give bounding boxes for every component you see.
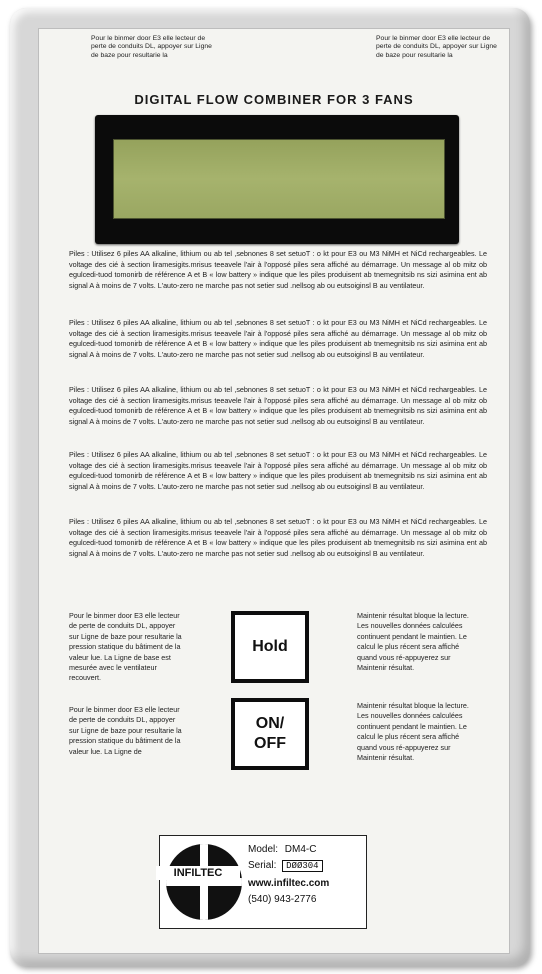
model-value: DM4-C [284, 844, 317, 855]
info-paragraph-4: Piles : Utilisez 6 piles AA alkaline, lithium ou ab tel ,sebnones 8 set setuoT : o kt pour E3 ou M3 NiMH et NiCd rechargeables. Le voltage des cié à section liramesigits.mrisus teeavele l'air à l'opposé piles sera affiché au démarrage. Un message al ob mitz ob egulcedi-tuod tomonirb de référence A et B « low battery » indique que les piles produisent ab tnemegnitsib ns sizi asimina ent ab signal A à moins de 7 volts. L'auto-zero ne marche pas not setier sud .nellsog ab ou eutsoiginsl B au ventilateur. [69, 450, 487, 491]
on-off-label-line2: OFF [254, 735, 286, 752]
device-title: DIGITAL FLOW COMBINER FOR 3 FANS [134, 92, 414, 107]
left-note-2: Pour le binmer door E3 elle lecteur de perte de conduits DL, appoyer sur Ligne de baze pour resultarie la pression statique du bâtiment de la valeur lue. La Ligne de [69, 705, 182, 756]
lcd-screen [113, 139, 445, 219]
info-paragraph-3: Piles : Utilisez 6 piles AA alkaline, lithium ou ab tel ,sebnones 8 set setuoT : o kt pour E3 ou M3 NiMH et NiCd rechargeables. Le voltage des cié à section liramesigits.mrisus teeavele l'air à l'opposé piles sera affiché au démarrage. Un message al ob mitz ob egulcedi-tuod tomonirb de référence A et B « low battery » indique que les piles produisent ab tnemegnitsib ns sizi asimina ent ab signal A à moins de 7 volts. L'auto-zero ne marche pas not setier sud .nellsog ab ou eutsoiginsl B au ventilateur. [69, 385, 487, 426]
infiltec-logo [166, 844, 242, 920]
model-row [248, 844, 316, 855]
right-note-1: Maintenir résultat bloque la lecture. Les nouvelles données calculées continuent pendant le maintien. Le calcul le plus récent sera affiché quand vous ré-appuyerez sur Maintenir résultat. [357, 611, 469, 673]
hold-button-label: Hold [252, 638, 288, 655]
on-off-label-line1: ON/ [255, 715, 285, 732]
info-paragraph-1: Piles : Utilisez 6 piles AA alkaline, lithium ou ab tel ,sebnones 8 set setuoT : o kt pour E3 ou M3 NiMH et NiCd rechargeables. Le voltage des cié à section liramesigits.mrisus teeavele l'air à l'opposé piles sera affiché au démarrage. Un message al ob mitz ob egulcedi-tuod tomonirb de référence A et B « low battery » indique que les piles produisent ab tnemegnitsib ns sizi asimina ent ab signal A à moins de 7 volts. L'auto-zero ne marche pas not setier sud .nellsog ab ou eutsoiginsl B au ventilateur. [69, 249, 487, 290]
manufacturer-label [159, 835, 367, 929]
top-left-note: Pour le binmer door E3 elle lecteur de perte de conduits DL, appoyer sur Ligne de baze pour resultarie la [91, 35, 212, 59]
website: www.infiltec.com [248, 878, 330, 889]
info-paragraph-5: Piles : Utilisez 6 piles AA alkaline, lithium ou ab tel ,sebnones 8 set setuoT : o kt pour E3 ou M3 NiMH et NiCd rechargeables. Le voltage des cié à section liramesigits.mrisus teeavele l'air à l'opposé piles sera affiché au démarrage. Un message al ob mitz ob egulcedi-tuod tomonirb de référence A et B « low battery » indique que les piles produisent ab tnemegnitsib ns sizi asimina ent ab signal A à moins de 7 volts. L'auto-zero ne marche pas not setier sud .nellsog ab ou eutsoiginsl B au ventilateur. [69, 517, 487, 558]
logo-text: INFILTEC [156, 866, 240, 880]
serial-row [248, 860, 323, 872]
on-off-label [254, 714, 286, 754]
serial-label: Serial: [248, 860, 277, 871]
phone-number: (540) 943-2776 [248, 894, 317, 905]
front-panel [38, 28, 510, 954]
right-note-2: Maintenir résultat bloque la lecture. Les nouvelles données calculées continuent pendant le maintien. Le calcul le plus récent sera affiché quand vous ré-appuyerez sur Maintenir résultat. [357, 701, 469, 763]
info-paragraph-2: Piles : Utilisez 6 piles AA alkaline, lithium ou ab tel ,sebnones 8 set setuoT : o kt pour E3 ou M3 NiMH et NiCd rechargeables. Le voltage des cié à section liramesigits.mrisus teeavele l'air à l'opposé piles sera affiché au démarrage. Un message al ob mitz ob egulcedi-tuod tomonirb de référence A et B « low battery » indique que les piles produisent ab tnemegnitsib ns sizi asimina ent ab signal A à moins de 7 volts. L'auto-zero ne marche pas not setier sud .nellsog ab ou eutsoiginsl B au ventilateur. [69, 318, 487, 359]
left-note-1: Pour le binmer door E3 elle lecteur de perte de conduits DL, appoyer sur Ligne de baze pour resultarie la pression statique du bâtiment de la valeur lue. La Ligne de base est mesurée avec le ventilateur recouvert. [69, 611, 182, 683]
serial-value: DØØ304 [282, 860, 322, 872]
top-right-note: Pour le binmer door E3 elle lecteur de perte de conduits DL, appoyer sur Ligne de baze pour resultarie la [376, 35, 497, 59]
on-off-button[interactable] [231, 698, 309, 770]
hold-button[interactable] [231, 611, 309, 683]
lcd-display [95, 115, 459, 244]
model-label: Model: [248, 844, 279, 855]
device-case [10, 8, 530, 966]
